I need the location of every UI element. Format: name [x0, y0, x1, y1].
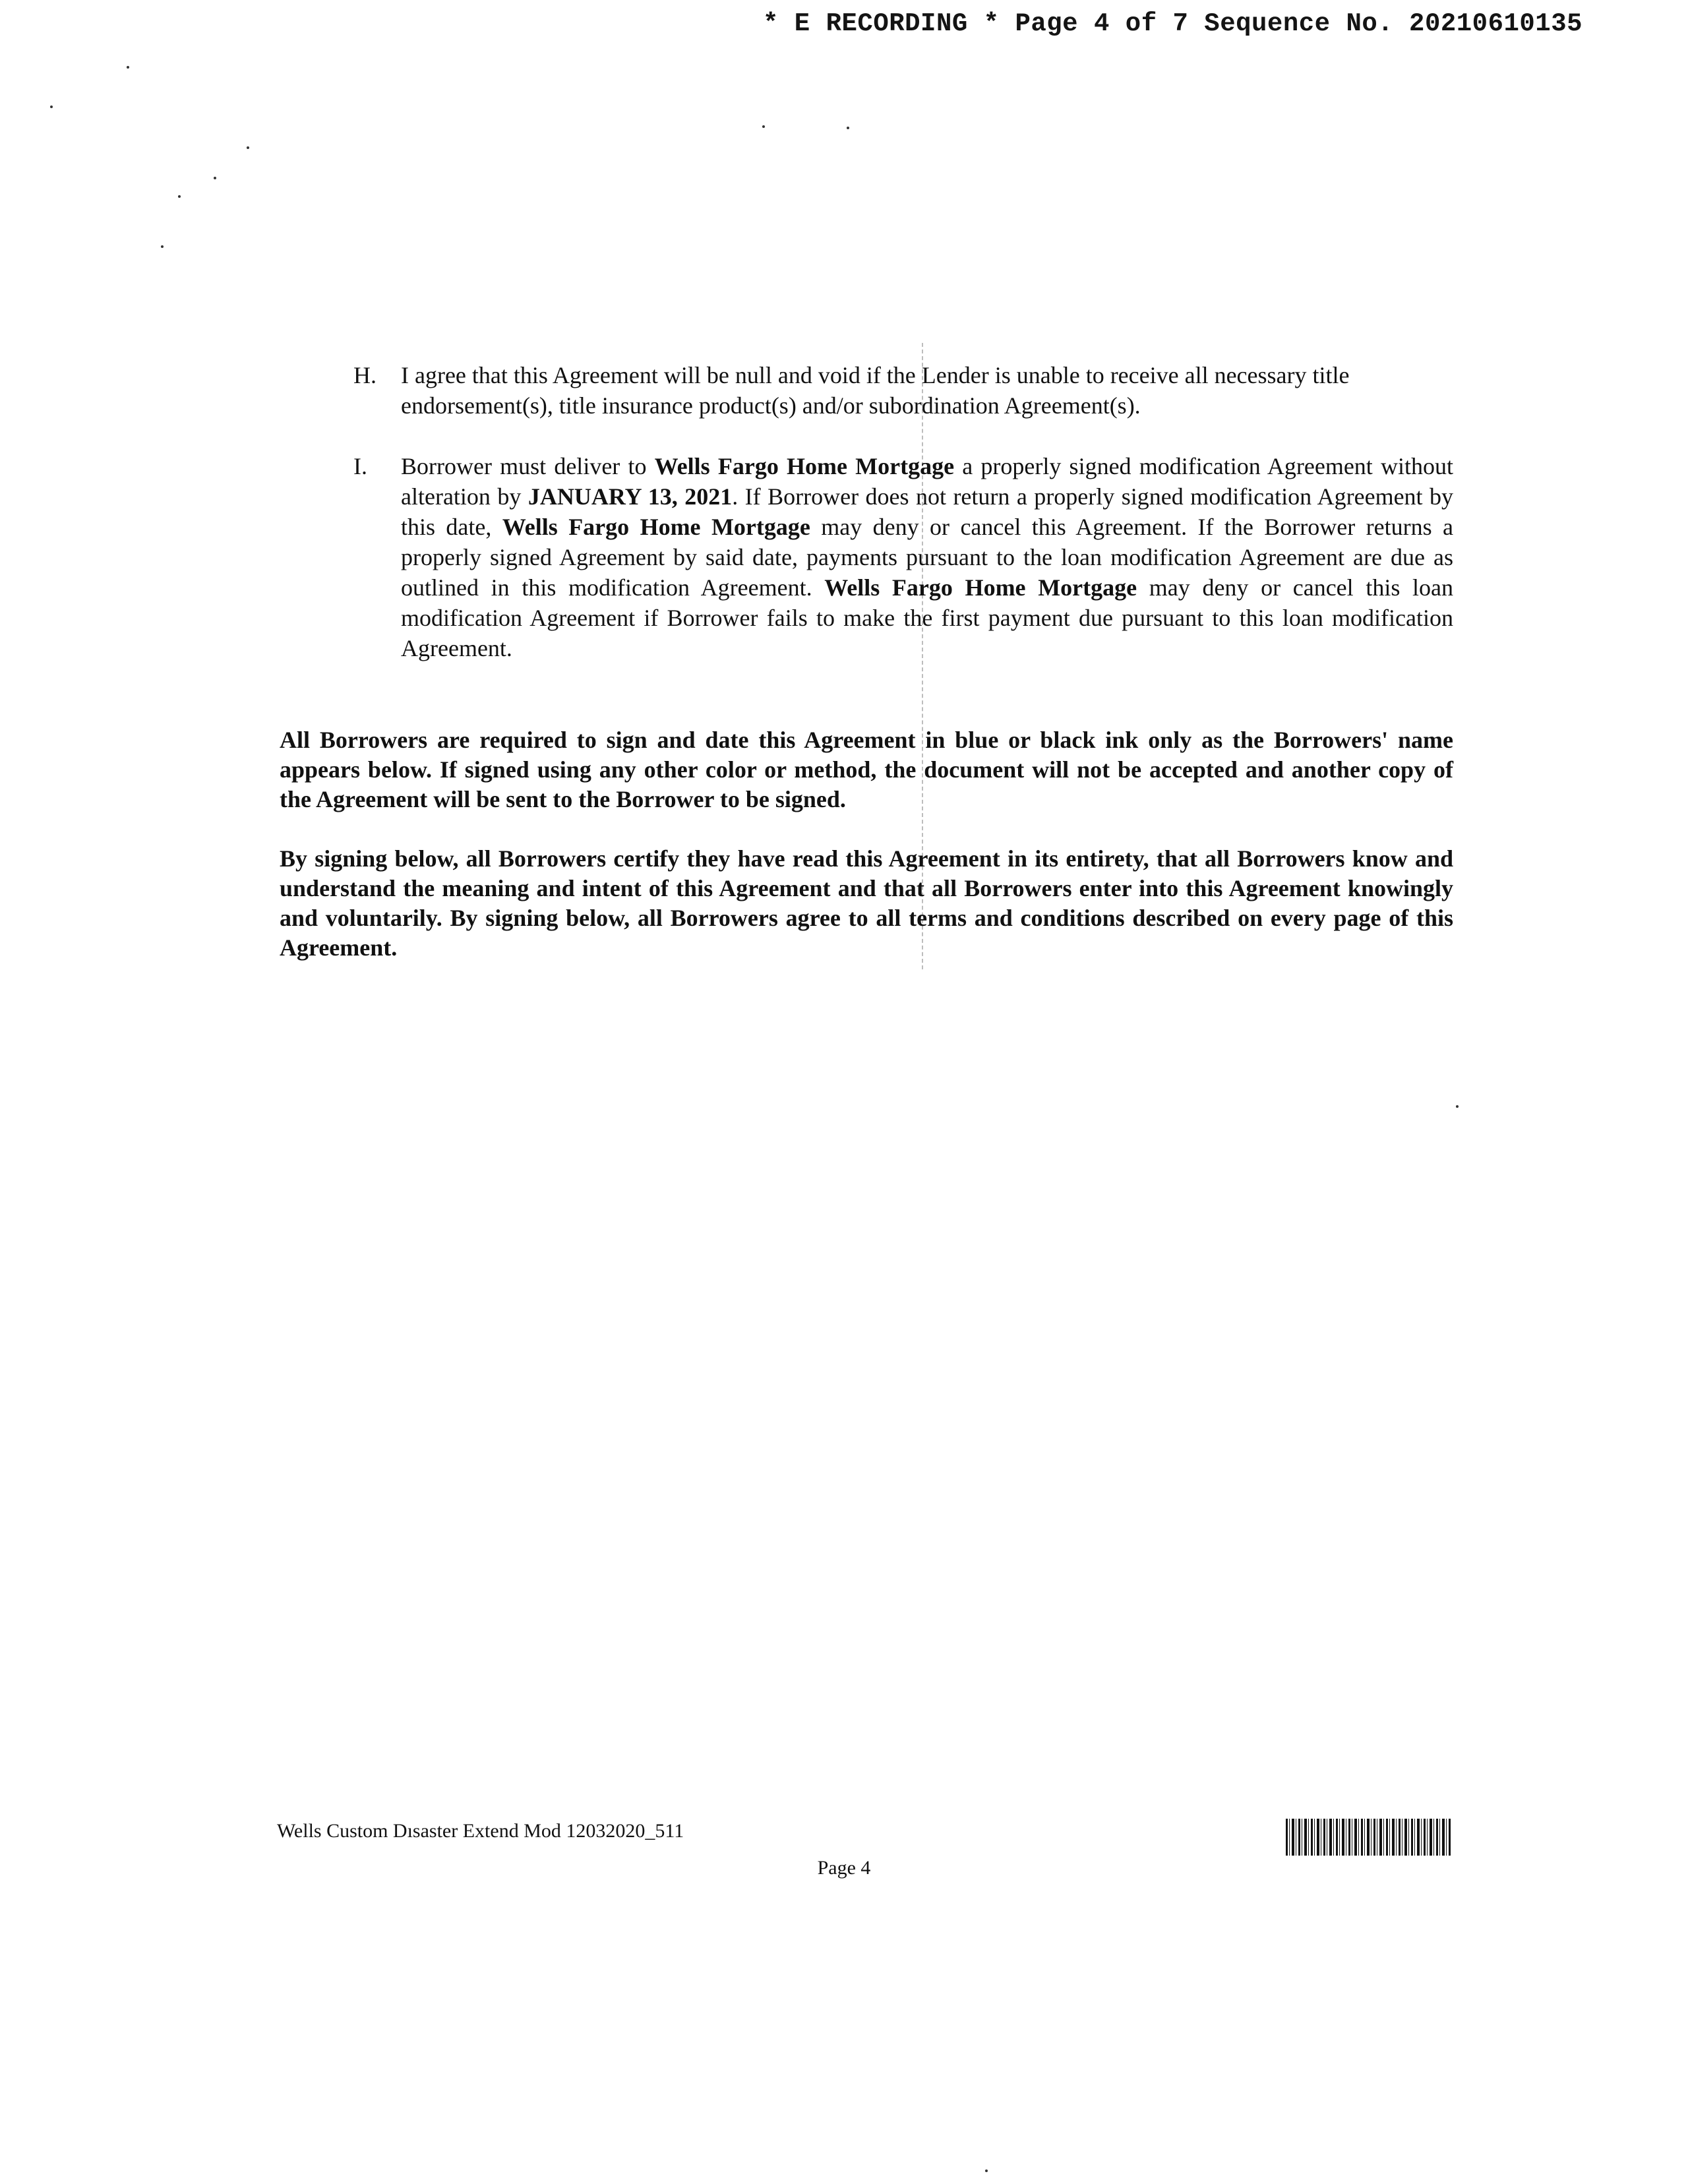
- lender-name: Wells Fargo Home Mortgage: [654, 453, 955, 479]
- certification-paragraph: By signing below, all Borrowers certify they have read this Agreement in its entirety, that all Borrowers know and understand the meaning and intent of this Agreement and that all Borrowers enter into this Agreement knowingly and voluntarily. By signing below, all Borrowers agree to all terms and conditions described on every page of this Agreement.: [280, 845, 1453, 961]
- barcode-icon: [1286, 1819, 1451, 1856]
- deadline-date: JANUARY 13, 2021: [528, 483, 733, 510]
- clause-i-text: [401, 451, 1453, 663]
- clause-i-part: may deny or cancel this Agreement. If the Borrower returns a properly signed Agreement by said date, payments pursuant to the loan modification Agreement are due as outlined in this modification Agreement.: [401, 514, 1453, 601]
- lender-name: Wells Fargo Home Mortgage: [824, 574, 1137, 601]
- lender-name: Wells Fargo Home Mortgage: [502, 514, 810, 540]
- scan-speck: [178, 195, 181, 198]
- clause-h: [353, 360, 1453, 421]
- scan-speck: [762, 125, 765, 128]
- ink-instruction-paragraph: All Borrowers are required to sign and date this Agreement in blue or black ink only as the Borrowers' name appears below. If signed using any other color or method, the document will not be accepted and another copy of the Agreement will be sent to the Borrower to be signed.: [280, 727, 1453, 812]
- scan-speck: [1456, 1105, 1459, 1108]
- recording-header: * E RECORDING * Page 4 of 7 Sequence No. 20210610135: [763, 9, 1582, 38]
- scan-speck: [847, 127, 849, 129]
- scan-speck: [127, 66, 129, 69]
- page-number: Page 4: [817, 1857, 871, 1879]
- clause-i: [353, 451, 1453, 663]
- scan-speck: [247, 146, 249, 149]
- clause-h-label: H.: [353, 362, 377, 388]
- scan-speck: [50, 106, 53, 108]
- clause-i-label: I.: [353, 453, 367, 479]
- clause-i-part: . If Borrower does not return a properly signed modification Agreement by this date,: [401, 483, 1454, 540]
- scan-speck: [214, 177, 216, 179]
- clause-h-text: I agree that this Agreement will be null and void if the Lender is unable to receive all necessary title endorsement(s), title insurance product(s) and/or subordination Agreement(s).: [401, 362, 1350, 419]
- scan-speck: [161, 245, 164, 248]
- clause-i-part: a properly signed modification Agreement without alteration by: [401, 453, 1453, 510]
- clause-i-part: may deny or cancel this loan modification Agreement if Borrower fails to make the first payment due pursuant to this loan modification Agreement.: [401, 574, 1453, 661]
- scan-speck: [985, 2169, 988, 2172]
- clause-i-part: Borrower must deliver to: [401, 453, 655, 479]
- form-identifier: Wells Custom Dısaster Extend Mod 12032020_511: [277, 1820, 684, 1842]
